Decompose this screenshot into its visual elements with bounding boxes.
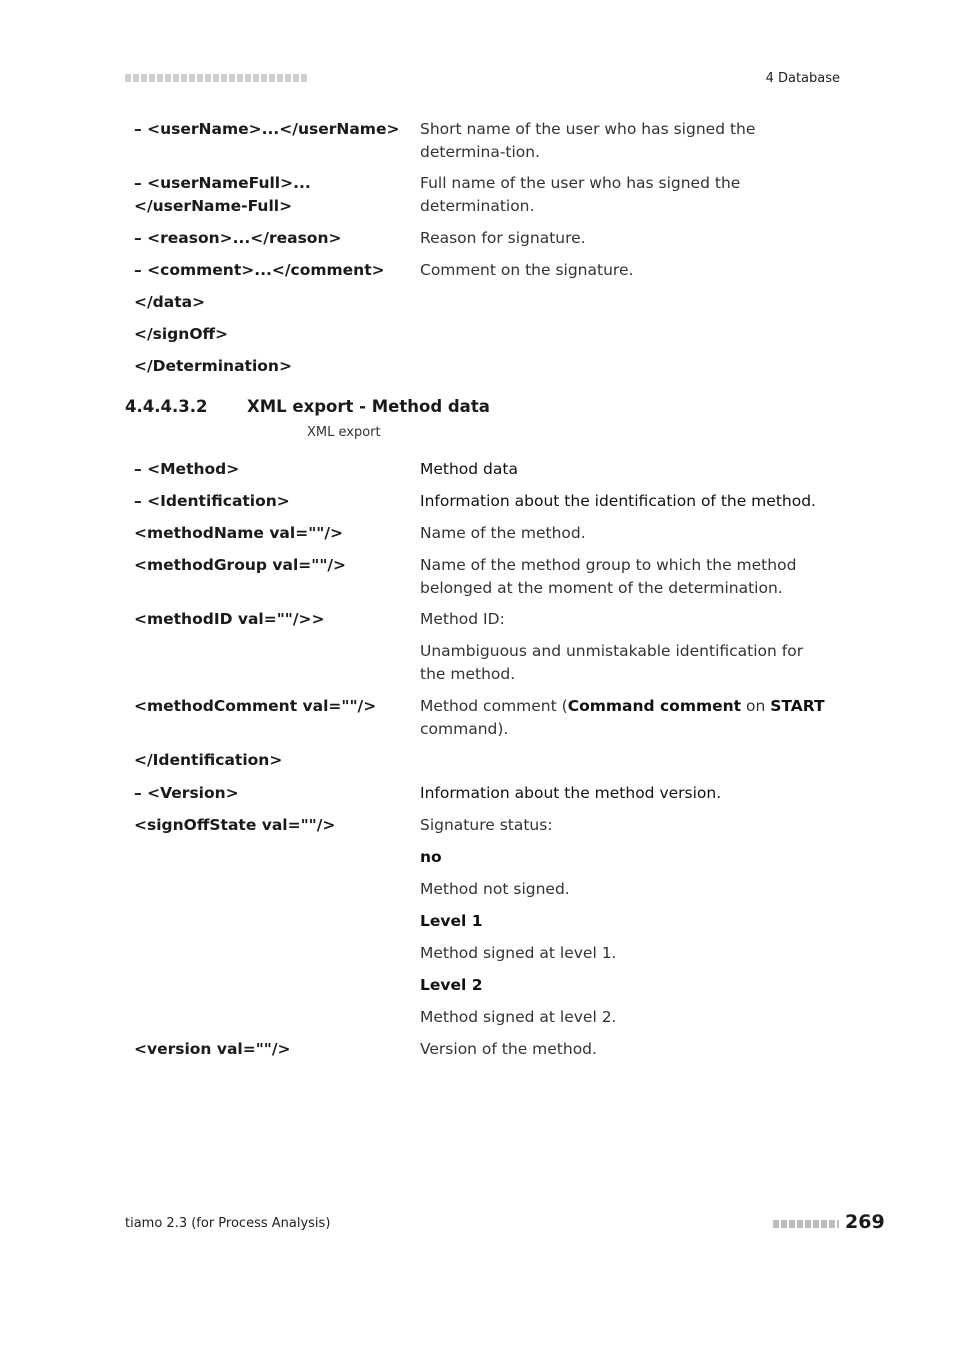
tag-description: Name of the method group to which the method belonged at the moment of the determination. bbox=[420, 556, 797, 597]
option-name: Level 1 bbox=[420, 912, 483, 930]
tag-description: Information about the identification of the method. bbox=[420, 492, 816, 510]
xml-tag: <methodComment val=""/> bbox=[134, 697, 377, 715]
xml-tag: – <Method> bbox=[134, 460, 240, 478]
tag-description: Comment on the signature. bbox=[420, 261, 634, 279]
description-text: on bbox=[741, 697, 771, 715]
xml-tag: <methodGroup val=""/> bbox=[134, 556, 347, 574]
option-description: Method not signed. bbox=[420, 880, 570, 898]
tag-description: Short name of the user who has signed the determina-tion. bbox=[420, 120, 756, 161]
xml-tag: <signOffState val=""/> bbox=[134, 816, 336, 834]
tag-description: Version of the method. bbox=[420, 1040, 597, 1058]
description-text: command). bbox=[420, 719, 509, 738]
footer-decoration bbox=[773, 1220, 839, 1228]
xml-tag: – <userName>...</userName> bbox=[134, 120, 400, 138]
section-title: XML export - Method data bbox=[247, 397, 490, 416]
xml-tag: – <Version> bbox=[134, 784, 239, 802]
section-subtitle: XML export bbox=[307, 425, 381, 440]
tag-description: Full name of the user who has signed the determination. bbox=[420, 174, 741, 215]
option-description: Method signed at level 2. bbox=[420, 1008, 617, 1026]
page-number: 269 bbox=[845, 1211, 885, 1233]
xml-tag: – <userNameFull>...</userName-Full> bbox=[134, 174, 311, 215]
description-text: Method comment ( bbox=[420, 697, 568, 715]
tag-description: Information about the method version. bbox=[420, 784, 722, 802]
option-name: no bbox=[420, 848, 442, 866]
chapter-title: 4 Database bbox=[765, 71, 840, 86]
footer-product: tiamo 2.3 (for Process Analysis) bbox=[125, 1216, 331, 1231]
xml-tag: – <Identification> bbox=[134, 492, 290, 510]
tag-description: Name of the method. bbox=[420, 524, 586, 542]
xml-tag: – <comment>...</comment> bbox=[134, 261, 385, 279]
tag-description: Signature status: bbox=[420, 816, 553, 834]
xml-tag: – <reason>...</reason> bbox=[134, 229, 342, 247]
xml-tag: </Determination> bbox=[134, 357, 292, 375]
header-decoration bbox=[125, 74, 307, 82]
start-command-term: START bbox=[770, 697, 825, 715]
section-number: 4.4.4.3.2 bbox=[125, 397, 208, 416]
command-comment-term: Command comment bbox=[567, 697, 742, 715]
option-name: Level 2 bbox=[420, 976, 483, 994]
xml-tag: </signOff> bbox=[134, 325, 229, 343]
xml-tag: <methodName val=""/> bbox=[134, 524, 343, 542]
tag-description-detail: Unambiguous and unmistakable identification for the method. bbox=[420, 642, 804, 683]
xml-tag: <methodID val=""/>> bbox=[134, 610, 325, 628]
tag-description: Method data bbox=[420, 460, 518, 478]
tag-description: Method ID: bbox=[420, 610, 505, 628]
xml-tag: </Identification> bbox=[134, 751, 283, 769]
option-description: Method signed at level 1. bbox=[420, 944, 617, 962]
xml-tag: </data> bbox=[134, 293, 206, 311]
xml-tag: <version val=""/> bbox=[134, 1040, 291, 1058]
tag-description bbox=[420, 695, 840, 740]
tag-description: Reason for signature. bbox=[420, 229, 586, 247]
